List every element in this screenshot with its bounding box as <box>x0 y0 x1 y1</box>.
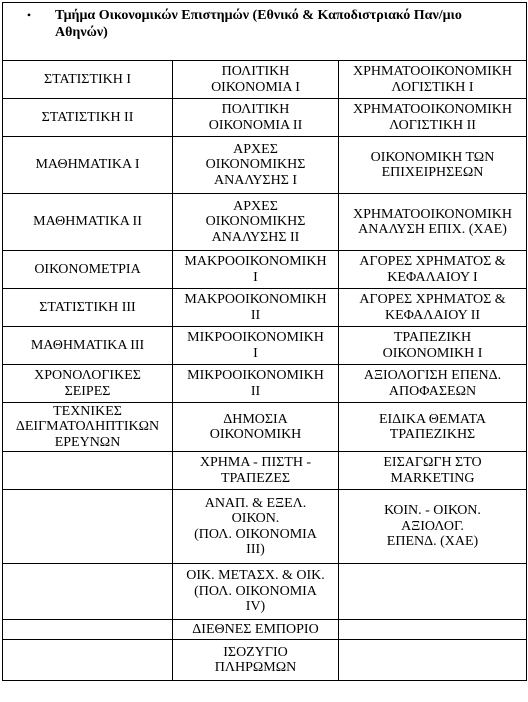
course-name: ΙΣΟΖΥΓΙΟ ΠΛΗΡΩΜΩΝ <box>214 644 297 675</box>
course-cell-col1 <box>3 251 173 289</box>
course-name: ΜΑΘΗΜΑΤΙΚΑ Ι <box>35 157 140 173</box>
course-name: ΣΤΑΤΙΣΤΙΚΗ ΙΙ <box>41 109 134 125</box>
course-name: ΜΑΘΗΜΑΤΙΚΑ ΙΙ <box>33 214 142 230</box>
course-name: ΜΑΘΗΜΑΤΙΚΑ ΙΙΙ <box>30 337 145 353</box>
course-cell-col1 <box>3 620 173 640</box>
table-row <box>3 194 527 251</box>
course-cell-col2 <box>173 365 339 403</box>
course-name: ΑΝΑΠ. & ΕΞΕΛ. ΟΙΚΟΝ. (ΠΟΛ. ΟΙΚΟΝΟΜΙΑ ΙΙΙ) <box>194 495 317 557</box>
course-name: ΠΟΛΙΤΙΚΗ ΟΙΚΟΝΟΜΙΑ ΙΙ <box>208 102 303 133</box>
course-name: ΧΡΗΜΑΤΟΟΙΚΟΝΟΜΙΚΗ ΛΟΓΙΣΤΙΚΗ ΙΙ <box>352 102 513 133</box>
course-name: ΑΞΙΟΛΟΓΙΣΗ ΕΠΕΝΔ. ΑΠΟΦΑΣΕΩΝ <box>363 368 502 399</box>
course-cell-col1 <box>3 194 173 251</box>
course-cell-col2 <box>173 452 339 490</box>
course-cell-col2 <box>173 289 339 327</box>
table-row <box>3 289 527 327</box>
course-name: ΔΙΕΘΝΕΣ ΕΜΠΟΡΙΟ <box>192 621 319 637</box>
course-cell-col3 <box>339 564 527 620</box>
table-row <box>3 564 527 620</box>
course-cell-col1 <box>3 490 173 564</box>
course-cell-col2 <box>173 403 339 452</box>
course-name: ΧΡΗΜΑΤΟΟΙΚΟΝΟΜΙΚΗ ΛΟΓΙΣΤΙΚΗ Ι <box>352 64 513 95</box>
department-title: Τμήμα Οικονομικών Επιστημών (Εθνικό & Καποδιστριακό Παν/μιο Αθηνών) <box>55 8 462 40</box>
course-cell-col3 <box>339 452 527 490</box>
course-name: ΕΙΣΑΓΩΓΗ ΣΤΟ MARKETING <box>383 455 482 486</box>
table-row <box>3 490 527 564</box>
course-cell-col2 <box>173 327 339 365</box>
course-cell-col2 <box>173 620 339 640</box>
table-row <box>3 620 527 640</box>
course-name: ΟΙΚΟΝΟΜΙΚΗ ΤΩΝ ΕΠΙΧΕΙΡΗΣΕΩΝ <box>370 149 495 180</box>
course-cell-col1 <box>3 403 173 452</box>
course-cell-col3 <box>339 620 527 640</box>
course-cell-col3 <box>339 137 527 194</box>
table-row <box>3 403 527 452</box>
course-cell-col3 <box>339 403 527 452</box>
course-name: ΔΗΜΟΣΙΑ ΟΙΚΟΝΟΜΙΚΗ <box>209 411 302 442</box>
table-row <box>3 452 527 490</box>
course-cell-col2 <box>173 564 339 620</box>
course-name: ΤΕΧΝΙΚΕΣ ΔΕΙΓΜΑΤΟΛΗΠΤΙΚΩΝ ΕΡΕΥΝΩΝ <box>15 403 160 450</box>
course-cell-col3 <box>339 289 527 327</box>
course-cell-col2 <box>173 251 339 289</box>
course-name: ΚΟΙΝ. - ΟΙΚΟΝ. ΑΞΙΟΛΟΓ. ΕΠΕΝΔ. (ΧΑΕ) <box>384 503 481 550</box>
course-cell-col1 <box>3 137 173 194</box>
table-row <box>3 137 527 194</box>
course-cell-col1 <box>3 99 173 137</box>
department-heading-cell <box>3 3 527 61</box>
course-cell-col3 <box>339 99 527 137</box>
course-name: ΜΑΚΡΟΟΙΚΟΝΟΜΙΚΗ Ι <box>184 254 327 285</box>
course-name: ΑΡΧΕΣ ΟΙΚΟΝΟΜΙΚΗΣ ΑΝΑΛΥΣΗΣ ΙΙ <box>205 198 306 245</box>
course-cell-col2 <box>173 490 339 564</box>
course-name: ΜΙΚΡΟΟΙΚΟΝΟΜΙΚΗ ΙΙ <box>187 368 324 399</box>
course-cell-col2 <box>173 137 339 194</box>
bullet-icon: • <box>26 8 32 22</box>
course-cell-col3 <box>339 490 527 564</box>
header-row <box>3 3 527 61</box>
course-name: ΧΡΟΝΟΛΟΓΙΚΕΣ ΣΕΙΡΕΣ <box>34 368 141 399</box>
course-name: ΑΡΧΕΣ ΟΙΚΟΝΟΜΙΚΗΣ ΑΝΑΛΥΣΗΣ Ι <box>205 141 306 188</box>
table-row <box>3 365 527 403</box>
course-cell-col3 <box>339 327 527 365</box>
course-cell-col2 <box>173 194 339 251</box>
course-name: ΟΙΚΟΝΟΜΕΤΡΙΑ <box>34 261 141 277</box>
course-cell-col1 <box>3 452 173 490</box>
table-row <box>3 61 527 99</box>
course-name: ΕΙΔΙΚΑ ΘΕΜΑΤΑ ΤΡΑΠΕΖΙΚΗΣ <box>378 411 487 442</box>
course-name: ΧΡΗΜΑΤΟΟΙΚΟΝΟΜΙΚΗ ΑΝΑΛΥΣΗ ΕΠΙΧ. (ΧΑΕ) <box>352 206 513 237</box>
course-cell-col2 <box>173 61 339 99</box>
course-name: ΤΡΑΠΕΖΙΚΗ ΟΙΚΟΝΟΜΙΚΗ Ι <box>382 330 483 361</box>
course-cell-col1 <box>3 640 173 681</box>
course-cell-col3 <box>339 640 527 681</box>
course-cell-col3 <box>339 251 527 289</box>
course-cell-col1 <box>3 61 173 99</box>
course-cell-col1 <box>3 289 173 327</box>
course-cell-col3 <box>339 194 527 251</box>
table-row <box>3 251 527 289</box>
course-name: ΟΙΚ. ΜΕΤΑΣΧ. & ΟΙΚ. (ΠΟΛ. ΟΙΚΟΝΟΜΙΑ ΙV) <box>186 568 325 615</box>
course-cell-col3 <box>339 61 527 99</box>
course-cell-col1 <box>3 564 173 620</box>
course-name: ΣΤΑΤΙΣΤΙΚΗ Ι <box>43 71 132 87</box>
table-row <box>3 327 527 365</box>
course-cell-col2 <box>173 640 339 681</box>
course-cell-col2 <box>173 99 339 137</box>
course-name: ΑΓΟΡΕΣ ΧΡΗΜΑΤΟΣ & ΚΕΦΑΛΑΙΟΥ ΙΙ <box>359 292 506 323</box>
course-name: ΜΙΚΡΟΟΙΚΟΝΟΜΙΚΗ Ι <box>187 330 324 361</box>
course-name: ΧΡΗΜΑ - ΠΙΣΤΗ - ΤΡΑΠΕΖΕΣ <box>199 455 312 486</box>
table-row <box>3 99 527 137</box>
course-name: ΑΓΟΡΕΣ ΧΡΗΜΑΤΟΣ & ΚΕΦΑΛΑΙΟΥ Ι <box>359 254 506 285</box>
course-table <box>2 2 527 681</box>
course-name: ΜΑΚΡΟΟΙΚΟΝΟΜΙΚΗ ΙΙ <box>184 292 327 323</box>
course-cell-col1 <box>3 365 173 403</box>
course-name: ΠΟΛΙΤΙΚΗ ΟΙΚΟΝΟΜΙΑ Ι <box>211 64 300 95</box>
table-row <box>3 640 527 681</box>
course-cell-col1 <box>3 327 173 365</box>
course-table-body <box>3 3 527 681</box>
course-cell-col3 <box>339 365 527 403</box>
course-name: ΣΤΑΤΙΣΤΙΚΗ ΙΙΙ <box>39 299 136 315</box>
